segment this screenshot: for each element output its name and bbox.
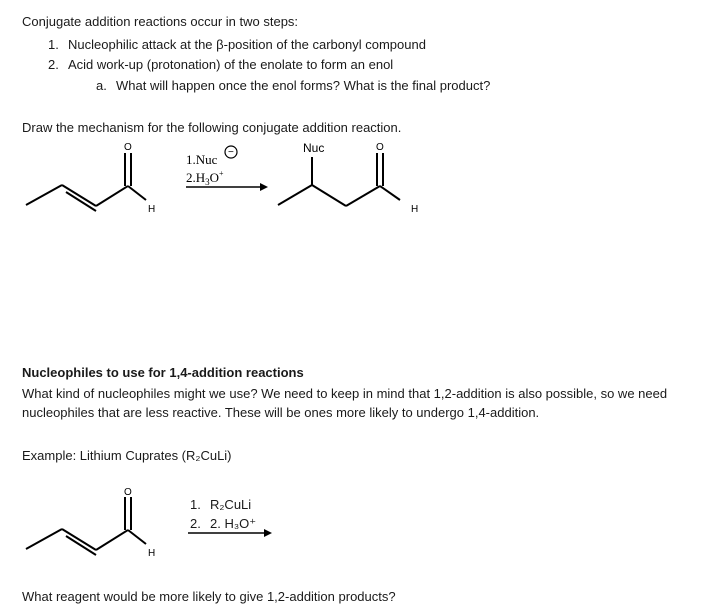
nucleophiles-heading: Nucleophiles to use for 1,4-addition reactions: [22, 365, 304, 380]
step-2-number: 2.: [48, 57, 59, 72]
reactant-hydrogen-label: H: [148, 204, 156, 215]
final-question: What reagent would be more likely to give 1,2-addition products?: [22, 589, 396, 604]
step-1-number: 1.: [48, 37, 59, 52]
example-reagent-1: [190, 496, 251, 513]
product-oxygen-label: O: [376, 142, 384, 153]
example-hydrogen-label: H: [148, 548, 156, 559]
nucleophiles-line-1: What kind of nucleophiles might we use? We need to keep in mind that 1,2-addition is also possible, so we need: [22, 386, 668, 401]
mechanism-prompt: Draw the mechanism for the following conjugate addition reaction.: [22, 120, 402, 135]
example-reagent-2-number: 2.: [190, 516, 201, 531]
nucleophiles-line-2: nucleophiles that are less reactive. These will be ones more likely to undergo 1,4-addition.: [22, 405, 540, 420]
example-reactant-structure: [26, 487, 155, 559]
intro-heading: Conjugate addition reactions occur in two steps:: [22, 14, 299, 29]
negative-charge-symbol: −: [228, 147, 234, 158]
example-reagent-2-text: 2. H₃O⁺: [210, 516, 257, 531]
reagent-step-1: 1.Nuc: [186, 152, 218, 167]
example-oxygen-label: O: [124, 487, 132, 498]
product-hydrogen-label: H: [411, 204, 419, 215]
sub-question-letter: a.: [96, 78, 107, 93]
example-arrow-head-icon: [264, 529, 272, 537]
example-reagent-1-number: 1.: [190, 497, 201, 512]
reactant-oxygen-label: O: [124, 142, 132, 153]
example-reagent-1-text: R₂CuLi: [210, 497, 252, 512]
example-reagent-2: [190, 515, 256, 532]
reagent-step-2: $2.H_3O^+$: [186, 169, 224, 187]
cuprate-example: Example: Lithium Cuprates (R₂CuLi): [22, 448, 232, 463]
step-1-text: Nucleophilic attack at the β-position of the carbonyl compound: [68, 37, 426, 52]
sub-question-text: What will happen once the enol forms? What is the final product?: [116, 78, 491, 93]
step-2-text: Acid work-up (protonation) of the enolate to form an enol: [68, 57, 394, 72]
product-nuc-label: Nuc: [303, 141, 325, 155]
